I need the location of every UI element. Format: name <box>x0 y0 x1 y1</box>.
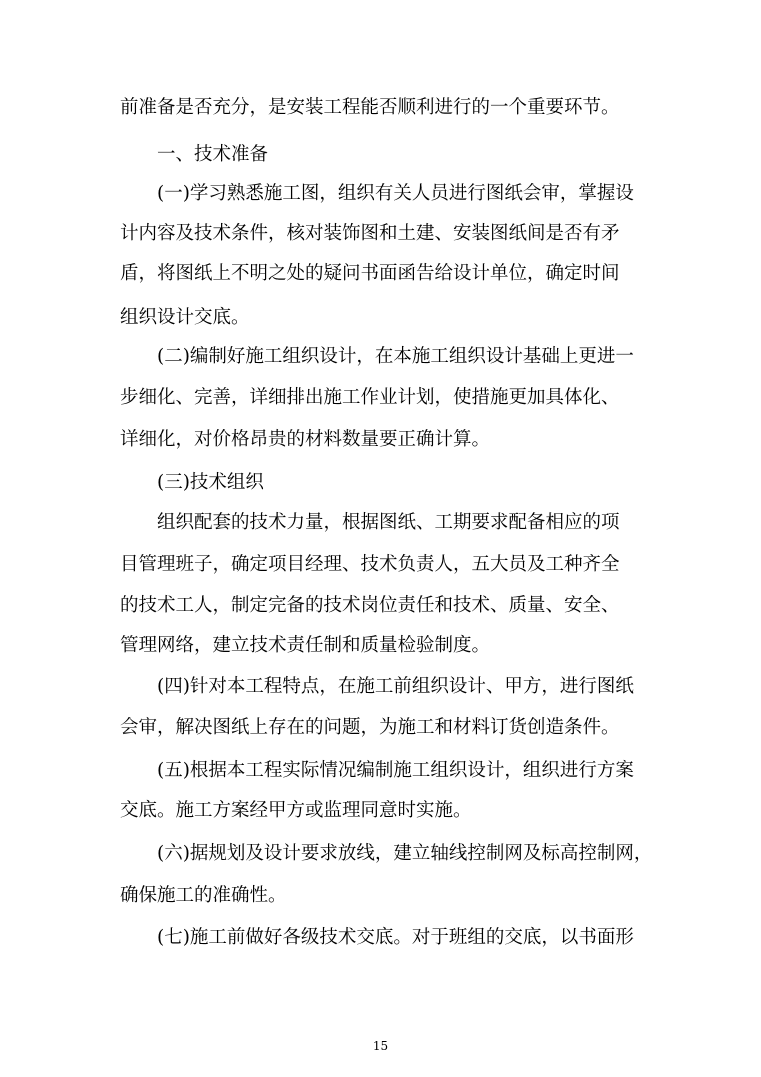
paragraph-first-line: (七)施工前做好各级技术交底。对于班组的交底，以书面形 <box>157 927 634 948</box>
paragraph-first-line: (四)针对本工程特点，在施工前组织设计、甲方，进行图纸 <box>157 676 634 697</box>
body-text-line: 管理网络，建立技术责任制和质量检验制度。 <box>120 635 491 656</box>
body-text-line: 计内容及技术条件，核对装饰图和土建、安装图纸间是否有矛 <box>120 223 620 244</box>
subsection-heading: (三)技术组织 <box>157 472 264 493</box>
body-text-line: 详细化，对价格昂贵的材料数量要正确计算。 <box>120 429 491 450</box>
paragraph-first-line: (六)据规划及设计要求放线，建立轴线控制网及标高控制网， <box>157 843 653 864</box>
paragraph-first-line: (二)编制好施工组织设计，在本施工组织设计基础上更进一 <box>157 346 634 367</box>
body-text-line: 步细化、完善，详细排出施工作业计划，使措施更加具体化、 <box>120 387 620 408</box>
paragraph-first-line: (五)根据本工程实际情况编制施工组织设计，组织进行方案 <box>157 760 634 781</box>
paragraph-first-line: 组织配套的技术力量，根据图纸、工期要求配备相应的项 <box>157 512 620 533</box>
body-text-line: 确保施工的准确性。 <box>120 885 287 906</box>
paragraph-first-line: (一)学习熟悉施工图，组织有关人员进行图纸会审，掌握设 <box>157 183 634 204</box>
body-text-line: 的技术工人，制定完备的技术岗位责任和技术、质量、安全、 <box>120 595 620 616</box>
body-text-line: 盾，将图纸上不明之处的疑问书面函告给设计单位，确定时间 <box>120 263 620 284</box>
body-text-line: 交底。施工方案经甲方或监理同意时实施。 <box>120 800 472 821</box>
body-text-line: 目管理班子，确定项目经理、技术负责人，五大员及工种齐全 <box>120 554 620 575</box>
body-text-line: 前准备是否充分，是安装工程能否顺利进行的一个重要环节。 <box>120 97 620 118</box>
body-text-line: 会审，解决图纸上存在的问题，为施工和材料订货创造条件。 <box>120 717 620 738</box>
page-number: 15 <box>372 1039 389 1053</box>
body-text-line: 组织设计交底。 <box>120 307 250 328</box>
section-heading: 一、技术准备 <box>157 144 269 165</box>
